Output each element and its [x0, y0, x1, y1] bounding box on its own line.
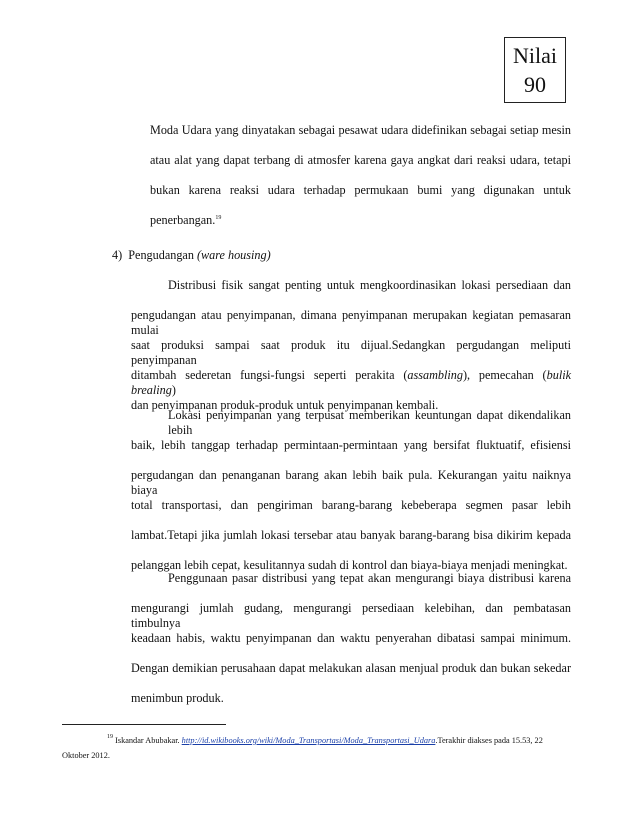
paragraph-2	[131, 408, 571, 588]
footnote-line-1	[62, 730, 572, 748]
footnote-ref: 19	[215, 215, 222, 221]
score-box	[504, 37, 566, 103]
score-label: Nilai	[513, 43, 557, 68]
footnote-accessed: .Terakhir diakses pada 15.53, 22	[435, 736, 543, 745]
quote-line: bukan karena reaksi udara terhadap permukaan bumi yang digunakan untuk	[150, 183, 571, 197]
paragraph-line: keadaan habis, waktu penyimpanan dan waktu penyerahan dibatasi sampai minimum.	[131, 631, 571, 645]
section-title-italic: (ware housing)	[196, 248, 271, 262]
paragraph-line: pengudangan atau penyimpanan, dimana penyimpanan merupakan kegiatan pemasaran mulai	[131, 308, 571, 337]
paragraph-line: baik, lebih tanggap terhadap permintaan-permintaan yang bersifat fluktuatif, efisiensi	[131, 438, 571, 452]
paragraph-3	[131, 571, 571, 721]
paragraph-line: ditambah sederetan fungsi-fungsi seperti perakita (assambling), pemecahan (bulik brealing)	[131, 368, 571, 397]
paragraph-line: menimbun produk.	[131, 691, 224, 705]
paragraph-line: dan penyimpanan produk-produk untuk penyimpanan kembali.	[131, 398, 439, 412]
section-title: Pengudangan	[128, 248, 194, 262]
score-value: 90	[524, 72, 546, 97]
paragraph-line: lambat.Tetapi jika jumlah lokasi tersebar atau banyak barang-barang bisa dikirim kepada	[131, 528, 571, 542]
paragraph-1	[131, 278, 571, 428]
paragraph-line: pergudangan dan penanganan barang akan lebih baik pula. Kekurangan yaitu naiknya biaya	[131, 468, 571, 497]
quote-line-last	[150, 213, 571, 243]
paragraph-line: saat produksi sampai saat produk itu dijual.Sedangkan pergudangan meliputi penyimpanan	[131, 338, 571, 367]
footnote-date: Oktober 2012.	[62, 751, 110, 760]
paragraph-line: Penggunaan pasar distribusi yang tepat akan mengurangi biaya distribusi karena	[168, 571, 571, 585]
paragraph-line: Lokasi penyimpanan yang terpusat memberikan keuntungan dapat dikendalikan lebih	[168, 408, 571, 437]
footnote-divider	[62, 724, 226, 725]
quote-line: penerbangan.	[150, 213, 216, 227]
paragraph-line: pelanggan lebih cepat, kesulitannya sudah di kontrol dan biaya-biaya menjadi meningkat.	[131, 558, 568, 572]
footnote	[62, 730, 572, 763]
paragraph-line: Distribusi fisik sangat penting untuk mengkoordinasikan lokasi persediaan dan	[168, 278, 571, 292]
quote-line: Moda Udara yang dinyatakan sebagai pesawat udara didefinikan sebagai setiap mesin	[150, 123, 571, 137]
paragraph-line: Dengan demikian perusahaan dapat melakukan alasan menjual produk dan bukan sekedar	[131, 661, 571, 675]
paragraph-line: mengurangi jumlah gudang, mengurangi persediaan kelebihan, dan pembatasan timbulnya	[131, 601, 571, 630]
footnote-link[interactable]: http://id.wikibooks.org/wiki/Moda_Transportasi/Moda_Transportasi_Udara	[181, 736, 436, 745]
footnote-number: 19	[107, 734, 113, 740]
section-heading	[112, 248, 271, 263]
footnote-author: Iskandar Abubakar.	[115, 736, 180, 745]
paragraph-line: total transportasi, dan pengiriman barang-barang kebeberapa segmen pasar lebih	[131, 498, 571, 512]
quote-line: atau alat yang dapat terbang di atmosfer karena gaya angkat dari reaksi udara, tetapi	[150, 153, 571, 167]
quote-block	[150, 123, 571, 243]
section-number: 4)	[112, 248, 123, 262]
